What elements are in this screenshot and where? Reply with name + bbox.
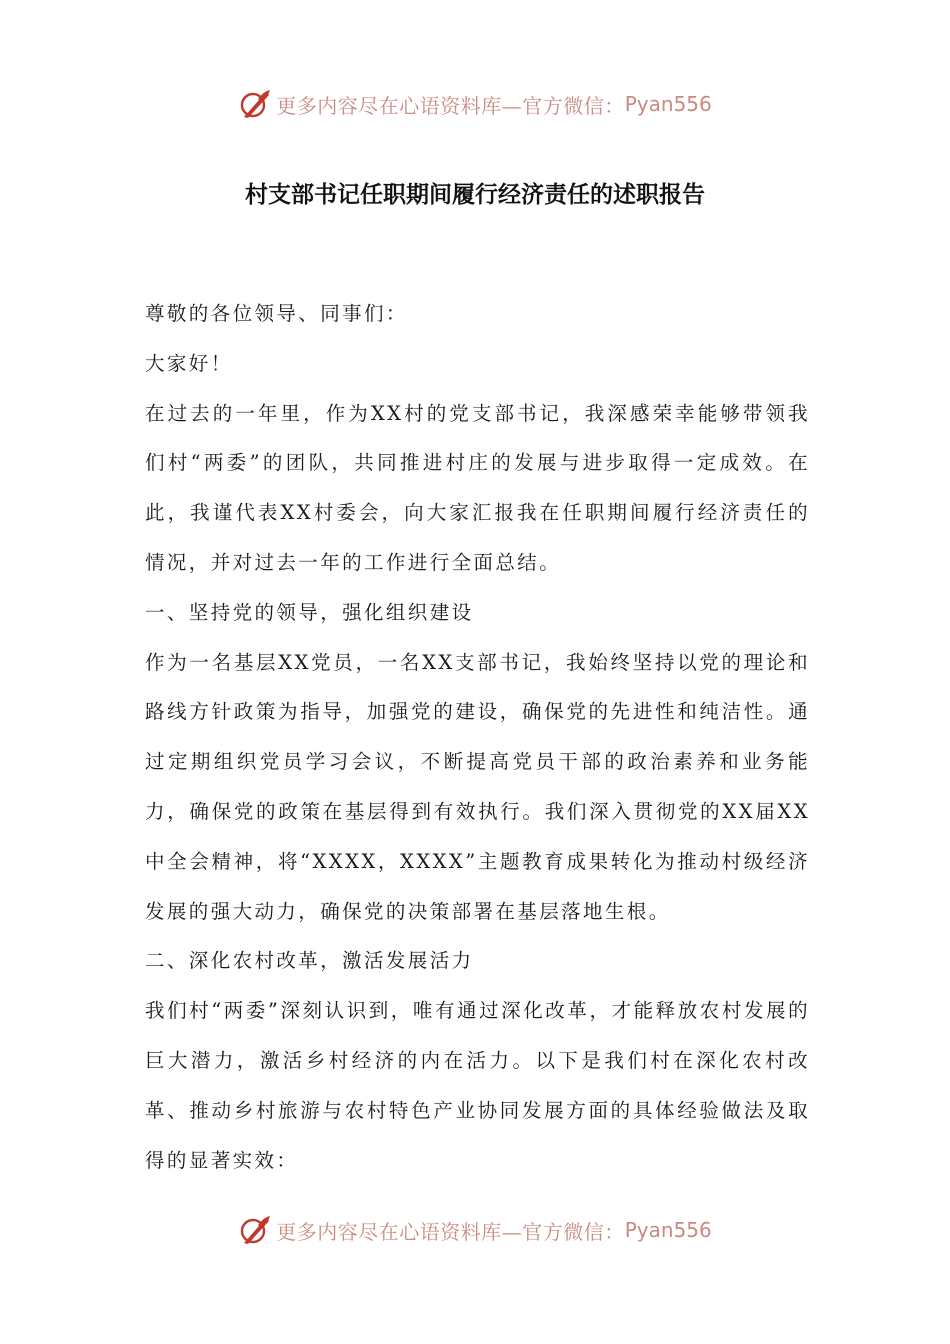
section-1-paragraph: 作为一名基层XX党员，一名XX支部书记，我始终坚持以党的理论和路线方针政策为指导，加强党的建设，确保党的先进性和纯洁性。通过定期组织党员学习会议，不断提高党员干部的政治素养和业务能力，确保党的政策在基层得到有效执行。我们深入贯彻党的XX届XX中全会精神，将“XXXX，XXXX”主题教育成果转化为推动村级经济发展的强大动力，确保党的决策部署在基层落地生根。 — [145, 650, 810, 923]
banner-text: 更多内容尽在心语资料库—官方微信： — [276, 1219, 625, 1244]
intro-paragraph: 在过去的一年里，作为XX村的党支部书记，我深感荣幸能够带领我们村“两委”的团队，共同推进村庄的发展与进步取得一定成效。在此，我谨代表XX村委会，向大家汇报我在任职期间履行经济责任的情况，并对过去一年的工作进行全面总结。 — [145, 401, 810, 574]
document-body — [145, 289, 810, 1185]
greeting: 大家好！ — [145, 351, 233, 375]
section-2-paragraph: 我们村“两委”深刻认识到，唯有通过深化改革，才能释放农村发展的巨大潜力，激活乡村经济的内在活力。以下是我们村在深化农村改革、推动乡村旅游与农村特色产业协同发展方面的具体经验做法及取得的显著实效： — [145, 999, 810, 1172]
salutation: 尊敬的各位领导、同事们： — [145, 302, 408, 325]
banner-wechat-id: Pyan556 — [624, 1218, 712, 1242]
quill-logo-icon — [238, 1213, 272, 1247]
section-heading-1: 一、坚持党的领导，强化组织建设 — [145, 600, 474, 624]
banner-text: 更多内容尽在心语资料库—官方微信： — [276, 93, 625, 118]
header-banner — [0, 84, 950, 124]
document-title: 村支部书记任职期间履行经济责任的述职报告 — [245, 182, 705, 208]
footer-banner — [0, 1210, 950, 1250]
quill-logo-icon — [238, 87, 272, 121]
section-heading-2: 二、深化农村改革，激活发展活力 — [145, 949, 474, 973]
banner-wechat-id: Pyan556 — [624, 92, 712, 116]
